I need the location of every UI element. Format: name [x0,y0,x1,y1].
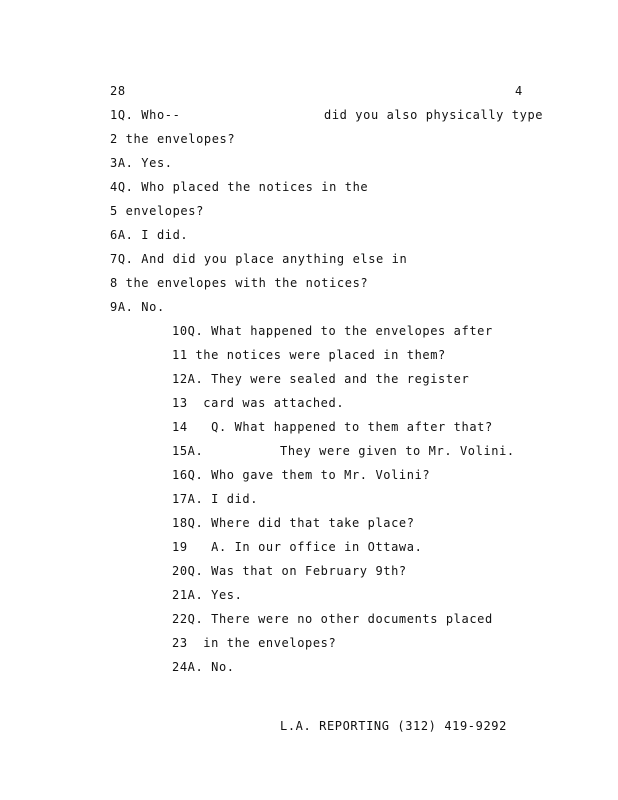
transcript-line-18: 18Q. Where did that take place? [172,516,415,530]
transcript-line-16: 16Q. Who gave them to Mr. Volini? [172,468,431,482]
transcript-line-2: 2 the envelopes? [110,132,236,146]
transcript-line-3: 3A. Yes. [110,156,173,170]
transcript-line-22: 22Q. There were no other documents placed [172,612,493,626]
transcript-line-4: 4Q. Who placed the notices in the [110,180,369,194]
transcript-line-8: 8 the envelopes with the notices? [110,276,369,290]
transcript-line-1: 1Q. Who-- [110,108,181,122]
transcript-line-24: 24A. No. [172,660,235,674]
transcript-line-11: 11 the notices were placed in them? [172,348,446,362]
transcript-volume-number: 28 [110,84,126,98]
transcript-line-10: 10Q. What happened to the envelopes after [172,324,493,338]
transcript-line-15-continuation: They were given to Mr. Volini. [280,444,515,458]
transcript-line-21: 21A. Yes. [172,588,243,602]
transcript-line-1-continuation: did you also physically type [324,108,544,122]
transcript-line-13: 13 card was attached. [172,396,345,410]
page-number: 4 [515,84,523,98]
transcript-line-5: 5 envelopes? [110,204,204,218]
reporter-footer: L.A. REPORTING (312) 419-9292 [280,719,507,733]
transcript-line-14: 14 Q. What happened to them after that? [172,420,493,434]
transcript-line-23: 23 in the envelopes? [172,636,337,650]
transcript-line-20: 20Q. Was that on February 9th? [172,564,407,578]
transcript-line-19: 19 A. In our office in Ottawa. [172,540,423,554]
transcript-line-17: 17A. I did. [172,492,259,506]
transcript-line-15: 15A. [172,444,204,458]
transcript-line-12: 12A. They were sealed and the register [172,372,470,386]
transcript-line-9: 9A. No. [110,300,165,314]
transcript-line-7: 7Q. And did you place anything else in [110,252,408,266]
transcript-line-6: 6A. I did. [110,228,189,242]
